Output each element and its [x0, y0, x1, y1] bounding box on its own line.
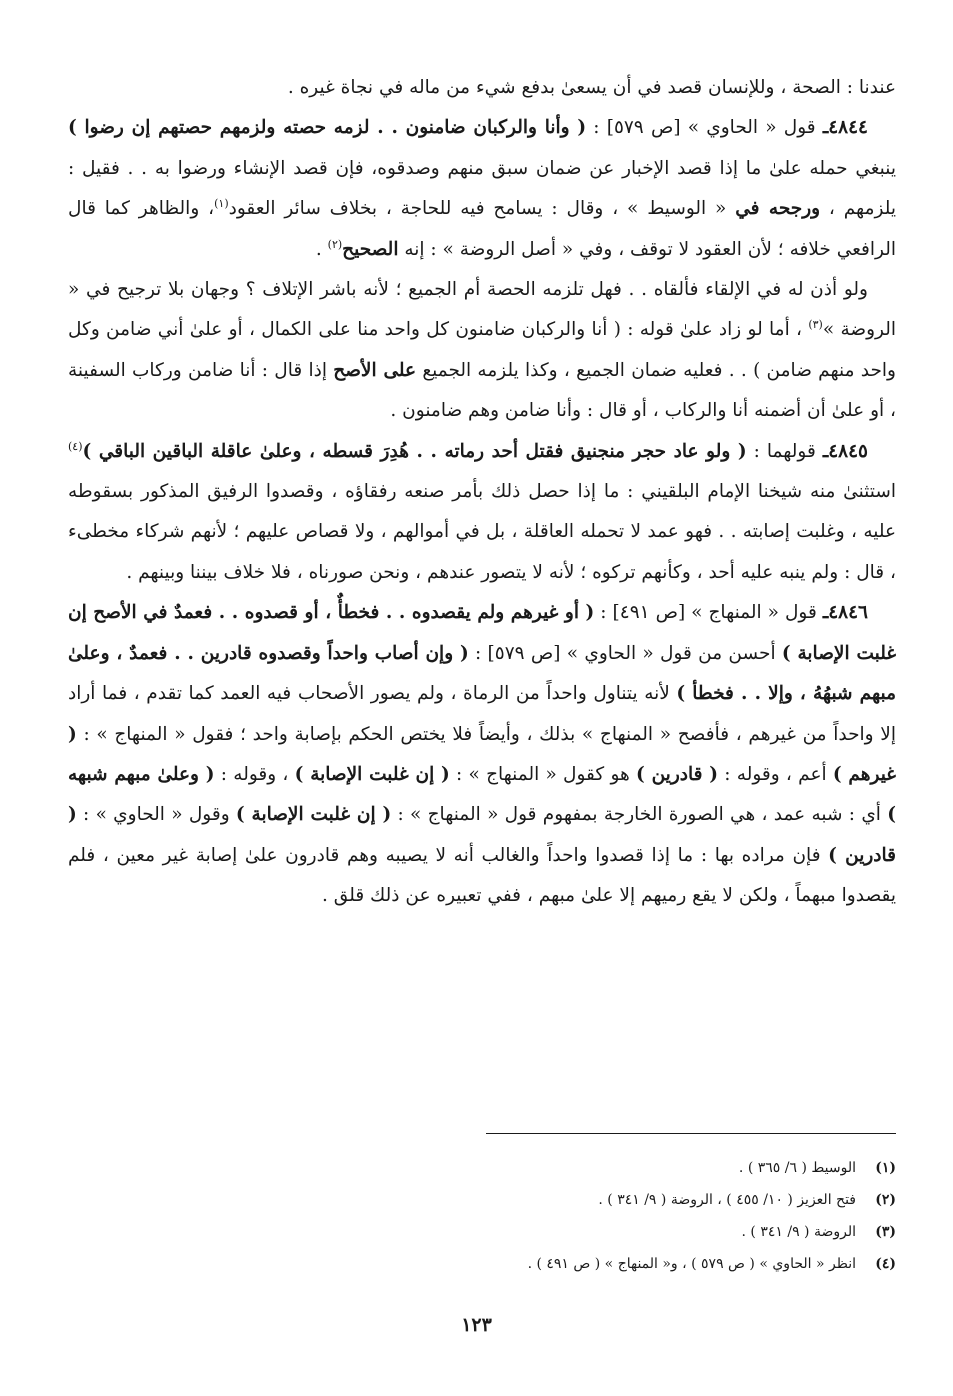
- text-run: ، والظاهر كما قال الرافعي خلافه ؛ لأن العقود لا توقف ، وفي « أصل الروضة » : إنه: [68, 198, 896, 260]
- text-run: ، وقوله :: [214, 763, 295, 785]
- bold-text: ( قادرين ): [68, 804, 897, 866]
- text-run: قولهما :: [746, 440, 823, 462]
- footnotes: [68, 1152, 896, 1280]
- footnote-number: (٤): [875, 1256, 896, 1272]
- text-run: ولو أذن له في الإلقاء فألقاه . . فهل تلزمه الحصة أم الجميع ؛ لأنه باشر الإتلاف ؟ وجهان بلا ترجيح في « الروضة »: [68, 279, 896, 341]
- footnote: [68, 1152, 896, 1184]
- footnote: [68, 1248, 896, 1280]
- bold-text: الصحيح: [342, 238, 399, 260]
- text-run: ينبغي حمله علىٰ ما إذا قصد الإخبار عن ضمان سبق منهم وصدقوه، فإن قصد الإنشاء ورضوا به . . فقيل : يلزمهم ،: [68, 157, 896, 220]
- text-run: أعم ، وقوله :: [718, 763, 833, 785]
- paragraph: [68, 68, 896, 108]
- bold-text: ( إن غلبت الإصابة ): [294, 763, 450, 785]
- footnote: [68, 1216, 896, 1248]
- footnote-divider: [486, 1133, 896, 1134]
- bold-text: ( إن غلبت الإصابة ): [235, 804, 392, 826]
- text-run: ، أما لو زاد علىٰ قوله : ( أنا والركبان ضامنون كل واحد منا على الكمال ، أو علىٰ أني ضامن وكل واحد منهم ضامن ) . . فعليه ضمان الجميع ، وكذا يلزمه الجميع: [68, 319, 896, 381]
- text-run: فإن مراده بها : ما إذا قصدوا واحداً والغالب أنه لا يصيبه وهم قادرون علىٰ إصابة غير معين ، فلم يقصدوا مبهماً ، ولكن لا يقع رميهم إلا علىٰ مبهم ، ففي تعبيره عن ذلك قلق .: [68, 844, 896, 907]
- footnote-ref: (٤): [68, 439, 83, 453]
- text-run: إذا قال : أنا ضامن وركاب السفينة ، أو علىٰ أن أضمنه أنا والركاب ، أو قال : وأنا ضامن وهم ضامنون .: [68, 359, 896, 422]
- text-run: وقول « الحاوي » :: [76, 804, 236, 826]
- footnote-text: الروضة ( ٩/ ٣٤١ ) .: [741, 1224, 856, 1240]
- bold-text: ( قادرين ): [636, 763, 719, 785]
- footnote-ref: (٢): [327, 237, 343, 251]
- footnote-ref: (١): [214, 197, 229, 211]
- text-run: .: [315, 238, 328, 260]
- footnote-number: (٢): [875, 1192, 896, 1208]
- paragraph: [68, 270, 896, 432]
- text-run: هو كقول « المنهاج » :: [449, 763, 637, 785]
- bold-text: ( وأنا والركبان ضامنون . . لزمه حصته ولزمهم حصتهم إن رضوا ): [68, 117, 587, 139]
- text-run: قول « المنهاج » [ص ٤٩١] :: [594, 602, 823, 624]
- footnote-text: الوسيط ( ٦/ ٣٦٥ ) .: [738, 1160, 856, 1176]
- page-number: ١٢٣: [461, 1314, 492, 1336]
- footnote-number: (١): [875, 1160, 896, 1176]
- footnote-number: (٣): [875, 1224, 896, 1240]
- main-text: [68, 68, 896, 917]
- paragraph: [68, 432, 896, 594]
- bold-text: ( وعلىٰ مبهم شبهه ): [68, 763, 896, 826]
- bold-text: ( وإن أصاب واحداً وقصدوه قادرين . . فعمدٌ ، وعلىٰ مبهم شبهُهُ ، وإلا . . فخطأ ): [68, 642, 896, 705]
- paragraph: [68, 108, 896, 270]
- bold-text: ( ولو عاد حجر منجنيق فقتل أحد رماته . . هُدِرَ قسطه ، وعلىٰ عاقلة الباقين الباقي ): [82, 440, 747, 462]
- text-run: أي : شبه عمد ، هي الصورة الخارجة بمفهوم قول « المنهاج » :: [391, 804, 888, 826]
- paragraph: [68, 593, 896, 916]
- bold-text: ورجحه في: [735, 198, 821, 220]
- text-run: « الوسيط » ، وقال : يسامح فيه للحاجة ، بخلاف سائر العقود: [228, 198, 736, 220]
- footnote-ref: (٣): [808, 318, 823, 332]
- bold-text: ٤٨٤٤ـ: [822, 117, 868, 139]
- footnote-text: انظر « الحاوي » ( ص ٥٧٩ ) ، و« المنهاج » ( ص ٤٩١ ) .: [527, 1256, 856, 1272]
- bold-text: ٤٨٤٦ـ: [822, 602, 868, 624]
- footnote: [68, 1184, 896, 1216]
- bold-text: ( أو غيرهم ولم يقصدوه . . فخطأٌ ، أو قصدوه . . فعمدٌ في الأصح إن غلبت الإصابة ): [68, 602, 896, 664]
- bold-text: على الأصح: [333, 359, 417, 381]
- text-run: عندنا : الصحة ، وللإنسان قصد في أن يسعىٰ بدفع شيء من ماله في نجاة غيره .: [287, 77, 896, 98]
- footnote-text: فتح العزيز ( ١٠/ ٤٥٥ ) ، الروضة ( ٩/ ٣٤١ ) .: [598, 1192, 856, 1208]
- text-run: قول « الحاوي » [ص ٥٧٩] :: [586, 117, 823, 139]
- text-run: أحسن من قول « الحاوي » [ص ٥٧٩] :: [468, 642, 782, 664]
- text-run: لأنه يتناول واحداً من الرماة ، ولم يصور الأصحاب فيه العمد كما تقدم ، فما أراد إلا واحداً من غيرهم ، فأفصح « المنهاج » بذلك ، وأيضاً فلا يختص الحكم بإصابة واحد ؛ فقول « المنهاج » :: [68, 683, 896, 745]
- bold-text: ٤٨٤٥ـ: [822, 440, 868, 462]
- bold-text: ( غيرهم ): [68, 723, 896, 785]
- text-run: استثنىٰ منه شيخنا الإمام البلقيني : ما إذا حصل ذلك بأمر صنعه رفقاؤه ، وقصدوا الرفيق المذكور بسقوطه عليه ، وغلبت إصابته . . فهو عمد لا تحمله العاقلة ، بل في أموالهم ، ولا قصاص عليهم ؛ لأنهم شركاء مخطىء ، قال : ولم ينبه عليه أحد ، وكأنهم تركوه ؛ لأنه لا يتصور عندهم ، ونحن صورناه ، فلا خلاف بيننا وبينهم .: [68, 481, 896, 583]
